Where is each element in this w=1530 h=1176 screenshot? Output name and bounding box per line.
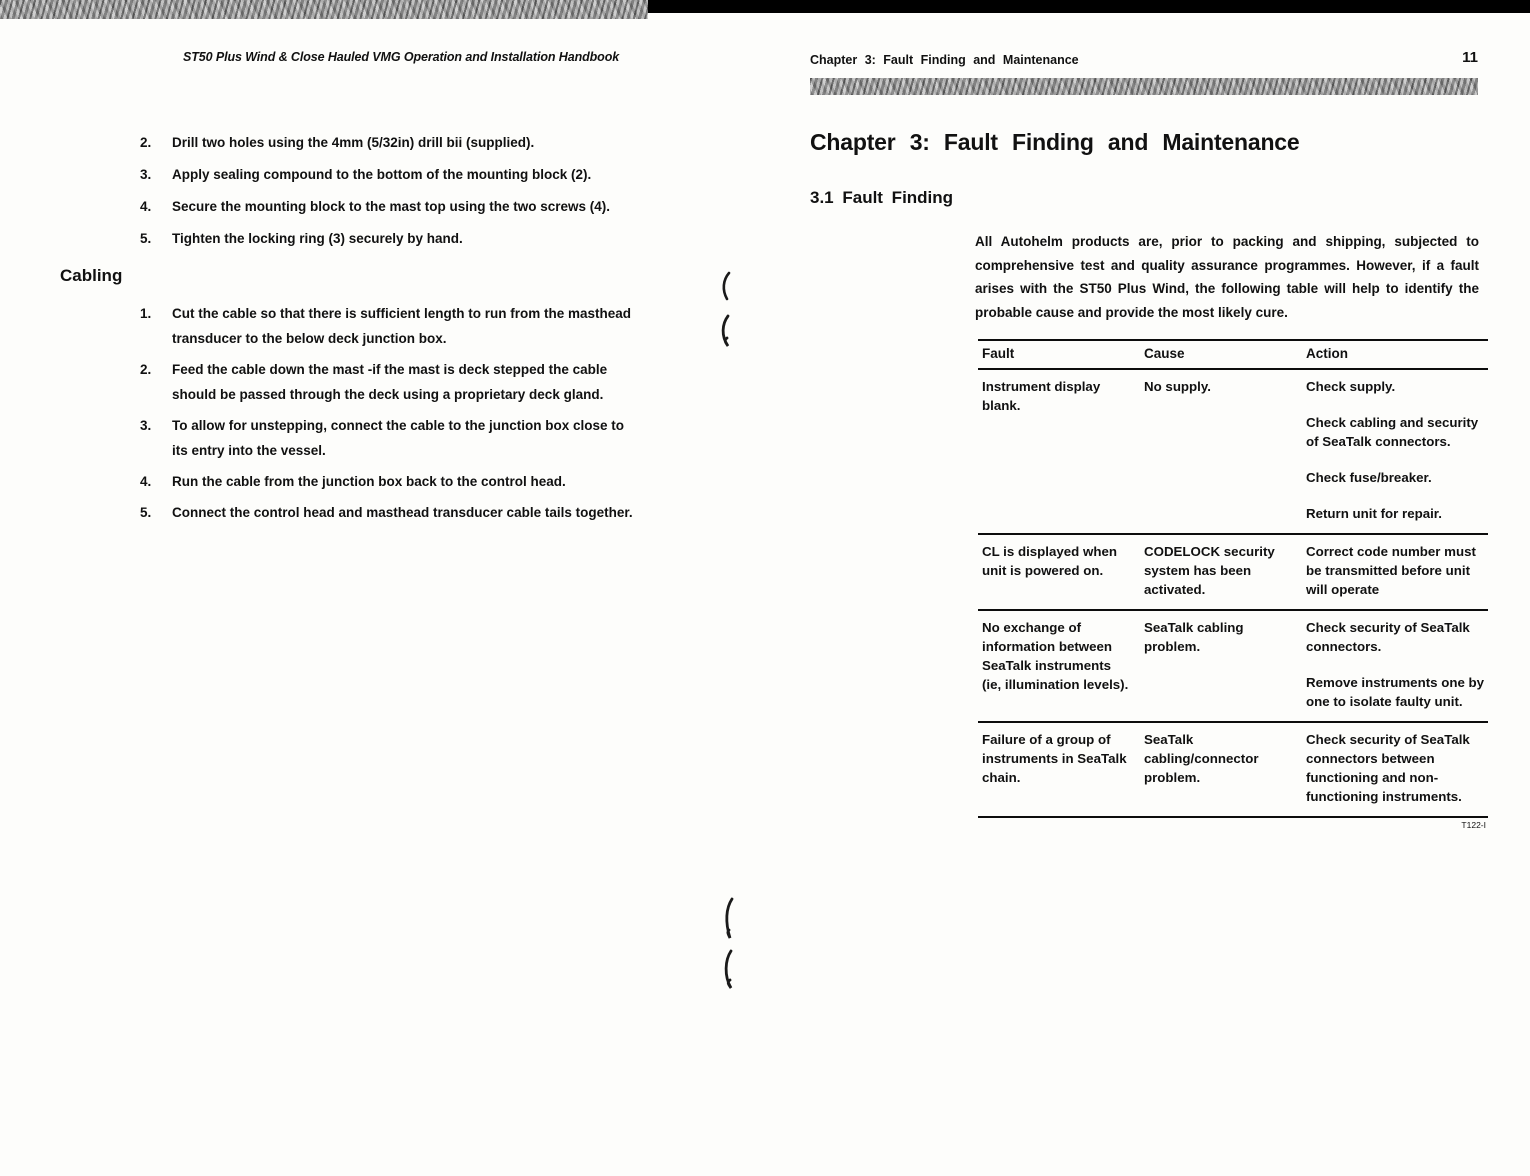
cell-text: Check security of SeaTalk connectors. bbox=[1306, 620, 1470, 654]
list-item-number: 4. bbox=[140, 199, 152, 214]
list-item-number: 5. bbox=[140, 231, 152, 246]
action-cell bbox=[1306, 618, 1488, 711]
list-item-text: Cut the cable so that there is sufficient length to run from the masthead transducer to the below deck junction box. bbox=[172, 306, 632, 346]
page-number: 11 bbox=[1462, 49, 1478, 66]
intro-paragraph: All Autohelm products are, prior to packing and shipping, subjected to comprehensive test and quality assurance programmes. However, if a fault arises with the ST50 Plus Wind, the following table will help to identify the probable cause and provide the most likely cure. bbox=[975, 234, 1479, 320]
mounting-steps-list bbox=[140, 132, 652, 260]
column-header-cause: Cause bbox=[1144, 346, 1185, 361]
cell-text: No supply. bbox=[1144, 379, 1211, 394]
table-row bbox=[978, 370, 1488, 535]
table-header-row bbox=[978, 339, 1488, 370]
ink-mark bbox=[716, 896, 742, 992]
list-item bbox=[140, 500, 638, 525]
list-item bbox=[140, 301, 638, 351]
cabling-section-heading: Cabling bbox=[60, 266, 123, 285]
cabling-steps-list bbox=[140, 301, 638, 531]
right-header-rule-band bbox=[810, 78, 1478, 95]
cell-text: SeaTalk cabling problem. bbox=[1144, 620, 1244, 654]
list-item bbox=[140, 469, 638, 494]
cell-text: Check supply. bbox=[1306, 379, 1396, 394]
list-item bbox=[140, 357, 638, 407]
cell-text: Check security of SeaTalk connectors between functioning and non-functioning instruments. bbox=[1306, 732, 1470, 804]
action-cell bbox=[1306, 730, 1488, 806]
column-header-fault: Fault bbox=[982, 346, 1015, 361]
list-item-text: Secure the mounting block to the mast top using the two screws (4). bbox=[172, 199, 611, 214]
list-item-number: 2. bbox=[140, 362, 152, 377]
action-cell bbox=[1306, 542, 1488, 599]
list-item bbox=[140, 413, 638, 463]
fault-cell bbox=[978, 542, 1144, 599]
cause-cell bbox=[1144, 618, 1306, 711]
fault-cell bbox=[978, 618, 1144, 711]
list-item-number: 3. bbox=[140, 167, 152, 182]
left-running-header: ST50 Plus Wind & Close Hauled VMG Operation and Installation Handbook bbox=[183, 50, 620, 64]
cell-text: CL is displayed when unit is powered on. bbox=[982, 544, 1117, 578]
list-item-number: 3. bbox=[140, 418, 152, 433]
list-item-text: Connect the control head and masthead transducer cable tails together. bbox=[172, 505, 633, 520]
list-item bbox=[140, 196, 652, 217]
left-header-rule-band bbox=[0, 0, 648, 19]
cause-cell bbox=[1144, 730, 1306, 806]
cell-text: No exchange of information between SeaTalk instruments (ie, illumination levels). bbox=[982, 620, 1129, 692]
cell-text: Instrument display blank. bbox=[982, 379, 1101, 413]
cell-text: Check fuse/breaker. bbox=[1306, 470, 1432, 485]
cell-text: CODELOCK security system has been activated. bbox=[1144, 544, 1275, 597]
fault-cell bbox=[978, 730, 1144, 806]
table-row bbox=[978, 723, 1488, 818]
cell-text: Correct code number must be transmitted before unit will operate bbox=[1306, 544, 1476, 597]
cell-text: Failure of a group of instruments in SeaTalk chain. bbox=[982, 732, 1127, 785]
action-cell bbox=[1306, 377, 1488, 523]
cell-text: Return unit for repair. bbox=[1306, 506, 1442, 521]
cause-cell bbox=[1144, 377, 1306, 523]
list-item-text: Feed the cable down the mast -if the mast is deck stepped the cable should be passed through the deck using a proprietary deck gland. bbox=[172, 362, 608, 402]
cell-text: Check cabling and security of SeaTalk connectors. bbox=[1306, 415, 1479, 449]
cell-text: Remove instruments one by one to isolate faulty unit. bbox=[1306, 675, 1485, 709]
cell-text: SeaTalk cabling/connector problem. bbox=[1144, 732, 1259, 785]
table-footnote: T122-I bbox=[1461, 820, 1486, 830]
chapter-title: Chapter 3: Fault Finding and Maintenance bbox=[810, 129, 1300, 155]
list-item-text: To allow for unstepping, connect the cable to the junction box close to its entry into the vessel. bbox=[172, 418, 625, 458]
list-item-text: Drill two holes using the 4mm (5/32in) drill bii (supplied). bbox=[172, 135, 535, 150]
list-item-number: 4. bbox=[140, 474, 152, 489]
list-item-number: 2. bbox=[140, 135, 152, 150]
list-item-text: Tighten the locking ring (3) securely by hand. bbox=[172, 231, 463, 246]
list-item bbox=[140, 228, 652, 249]
table-row bbox=[978, 611, 1488, 723]
list-item-number: 5. bbox=[140, 505, 152, 520]
fault-finding-table bbox=[978, 339, 1488, 830]
fault-cell bbox=[978, 377, 1144, 523]
list-item-text: Run the cable from the junction box back to the control head. bbox=[172, 474, 566, 489]
right-running-header: Chapter 3: Fault Finding and Maintenance bbox=[810, 53, 1079, 67]
ink-mark bbox=[714, 270, 740, 352]
list-item-number: 1. bbox=[140, 306, 152, 321]
section-title: 3.1 Fault Finding bbox=[810, 188, 954, 207]
table-row bbox=[978, 535, 1488, 611]
list-item bbox=[140, 164, 652, 185]
cause-cell bbox=[1144, 542, 1306, 599]
list-item bbox=[140, 132, 652, 153]
list-item-text: Apply sealing compound to the bottom of the mounting block (2). bbox=[172, 167, 592, 182]
column-header-action: Action bbox=[1306, 346, 1348, 361]
